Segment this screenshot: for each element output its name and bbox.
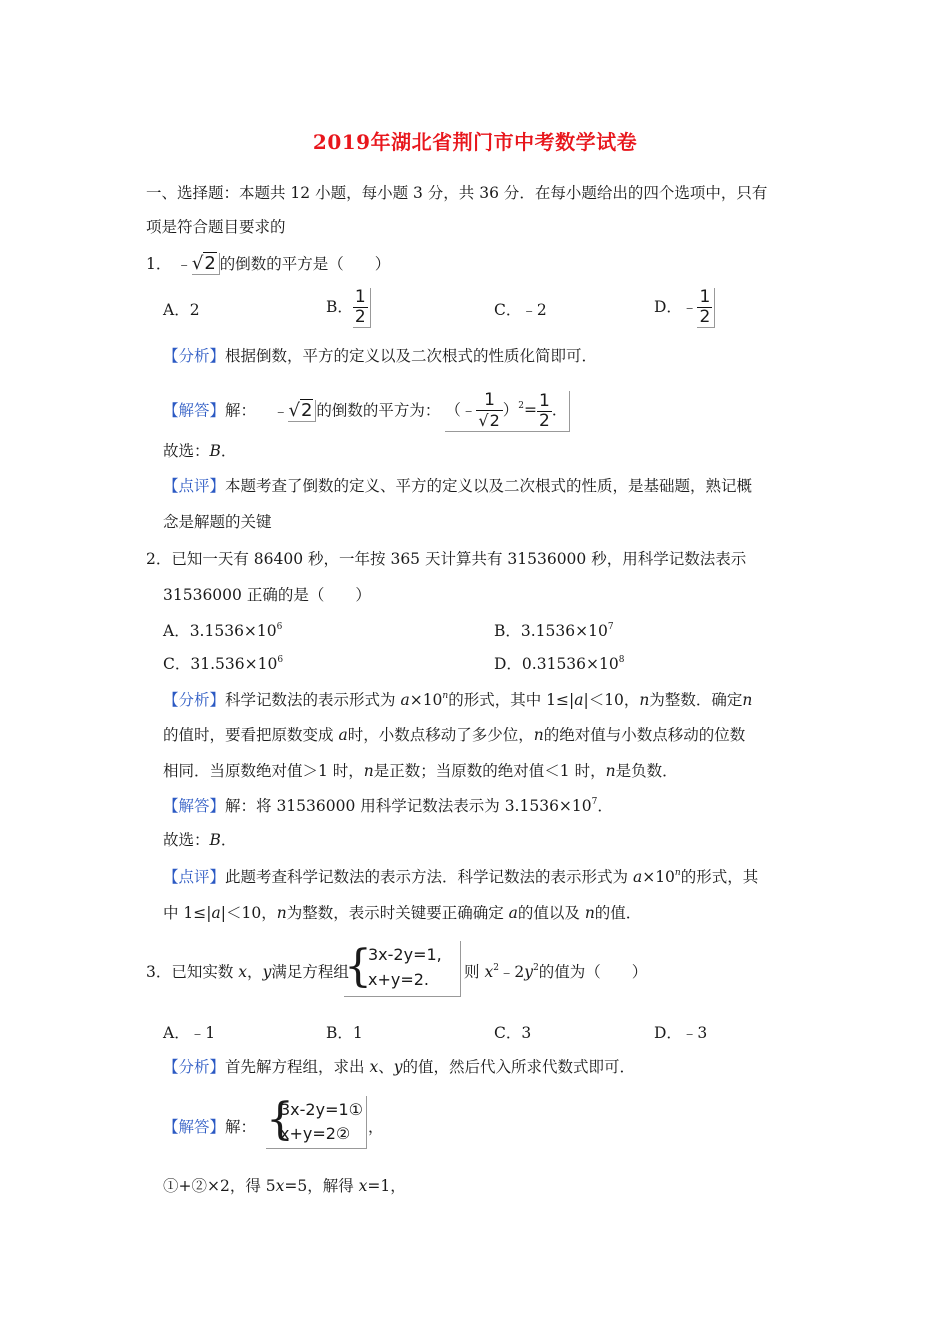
analysis-tag: 【分析】 — [163, 1058, 226, 1076]
q2-option-d-text: D．0.31536×10 — [494, 655, 619, 673]
var-n: n — [584, 904, 595, 922]
q2-analysis-text1b: 的形式，其中 1≤| — [448, 691, 575, 709]
q1-option-b-den: 2 — [354, 307, 366, 327]
var-y: y — [262, 963, 272, 981]
q1-neg: ﹣ — [176, 255, 192, 273]
q1-sol-den-radicand: 2 — [489, 411, 500, 430]
q1-option-d-num: 1 — [699, 287, 711, 307]
q3-solution-system — [266, 1096, 367, 1149]
solution-tag: 【解答】 — [163, 401, 226, 420]
q1-option-d-den: 2 — [699, 307, 711, 327]
q3-eq2: x+y=2. — [368, 970, 430, 989]
q3-stem-b: 满足方程组 — [271, 963, 349, 981]
q2-option-b — [494, 620, 614, 642]
q2-solution — [163, 795, 613, 817]
q3-option-a: A．﹣1 — [163, 1024, 216, 1042]
q2-analysis-text3b: 是正数；当原数的绝对值＜1 时， — [373, 762, 606, 780]
q3-analysis-b: 的值，然后代入所求代数式即可． — [402, 1058, 635, 1076]
q3-option-c: C．3 — [494, 1024, 532, 1042]
q1-solution-formula — [445, 391, 570, 432]
q3-solution-jie: 解： — [225, 1118, 257, 1136]
q1-number: 1． — [146, 255, 172, 273]
var-a: a — [574, 691, 584, 709]
q2-comment-text1a: 此题考查科学记数法的表示方法．科学记数法的表示形式为 — [225, 868, 633, 886]
q1-solution-mid: 的倒数的平方为： — [316, 401, 441, 420]
q2-option-b-text: B．3.1536×10 — [494, 622, 608, 640]
exp-n: n — [674, 868, 681, 878]
q1-sol-exp: 2 — [518, 401, 525, 411]
q1-sol-result — [537, 392, 552, 431]
q2-answer-end: ． — [220, 831, 237, 849]
q1-sol-close: ） — [502, 401, 519, 419]
q2-option-d — [494, 653, 624, 675]
q1-analysis-text: 根据倒数，平方的定义以及二次根式的性质化简即可． — [225, 347, 598, 365]
var-x: x — [275, 1177, 285, 1195]
q2-analysis-text2c: 的绝对值与小数点移动的位数 — [543, 726, 746, 744]
q2-option-a — [163, 620, 282, 642]
q1-analysis — [163, 345, 597, 367]
q3-step-c: =1， — [367, 1177, 406, 1195]
q1-option-b-label: B． — [326, 298, 353, 316]
q1-option-d — [654, 288, 715, 328]
solution-tag: 【解答】 — [163, 797, 226, 815]
var-n: n — [276, 904, 287, 922]
q2-option-c-text: C．31.536×10 — [163, 655, 278, 673]
q2-analysis-text1c: |＜10， — [583, 691, 640, 709]
var-n: n — [605, 762, 616, 780]
q2-option-b-exp: 7 — [607, 622, 614, 632]
q2-comment-text2a: 中 1≤| — [163, 904, 212, 922]
var-a: a — [632, 868, 643, 886]
q3-minus-two: ﹣2 — [498, 963, 525, 981]
q1-option-b — [326, 288, 371, 328]
q3-option-b: B．1 — [326, 1024, 363, 1042]
q2-stem-line1: 2．已知一天有 86400 秒，一年按 365 天计算共有 31536000 秒，用科学记数法表示 — [146, 550, 747, 568]
comment-tag: 【点评】 — [163, 868, 226, 886]
q1-comment-line1 — [163, 475, 752, 497]
exp-2: 2 — [493, 963, 499, 973]
solution-tag: 【解答】 — [163, 1118, 226, 1136]
q1-sol-res-den: 2 — [539, 410, 550, 431]
q1-answer-prefix: 故选： — [163, 442, 210, 460]
q3-step-a: ①+②×2，得 5 — [163, 1177, 276, 1195]
page-title: 2019年湖北省荆门市中考数学试卷 — [312, 130, 638, 154]
q2-answer-choice: B — [209, 831, 221, 849]
q2-option-c — [163, 653, 283, 675]
q2-solution-text: 解：将 31536000 用科学记数法表示为 3.1536×10 — [225, 797, 592, 815]
q2-comment-text2e: 的值． — [594, 904, 642, 922]
var-x: x — [369, 1058, 379, 1076]
q3-stem-c: 则 — [464, 963, 485, 981]
q2-answer — [163, 829, 236, 851]
q1-solution — [163, 391, 570, 432]
q3-analysis-a: 首先解方程组，求出 — [225, 1058, 370, 1076]
q2-option-a-exp: 6 — [276, 622, 283, 632]
var-a: a — [508, 904, 518, 922]
q2-analysis-text2a: 的值时，要看把原数变成 — [163, 726, 339, 744]
times-ten: ×10 — [642, 868, 675, 886]
q3-step — [163, 1175, 406, 1197]
q1-solution-radicand: 2 — [300, 399, 313, 421]
q3-solution-label — [163, 1116, 256, 1138]
q2-solution-end: ． — [597, 797, 613, 815]
q3-eq1: 3x-2y=1, — [368, 945, 442, 964]
q1-sol-open: （﹣ — [445, 401, 477, 419]
q2-analysis-line1 — [163, 689, 752, 711]
q2-comment-text2c: 为整数，表示时关键要正确确定 — [286, 904, 509, 922]
q3-sol-eq2: x+y=2② — [280, 1124, 351, 1143]
q2-comment-line2 — [163, 902, 641, 924]
q3-stem-end — [464, 961, 647, 983]
q1-radicand: 2 — [204, 253, 216, 274]
q2-option-a-text: A．3.1536×10 — [163, 622, 277, 640]
var-a: a — [338, 726, 348, 744]
q2-analysis-text2b: 时，小数点移动了多少位， — [347, 726, 534, 744]
q1-sol-fraction — [476, 391, 502, 431]
q1-option-b-fraction — [353, 288, 371, 328]
var-x: x — [238, 963, 248, 981]
q3-stem-start — [146, 961, 349, 983]
q2-analysis-text3a: 相同．当原数绝对值＞1 时， — [163, 762, 364, 780]
var-n: n — [742, 691, 753, 709]
var-y: y — [524, 963, 534, 981]
q2-analysis-text1d: 为整数．确定 — [649, 691, 743, 709]
q2-option-c-exp: 6 — [277, 655, 284, 665]
q1-option-b-num: 1 — [354, 287, 366, 307]
times-ten: ×10 — [409, 691, 443, 709]
q2-solution-exp: 7 — [591, 797, 598, 807]
q1-solution-neg: ﹣ — [272, 401, 289, 420]
q3-sol-eq1: 3x-2y=1① — [280, 1100, 363, 1119]
q1-solution-jie: 解： — [225, 401, 257, 420]
section-instruction-line1: 一、选择题：本题共 12 小题，每小题 3 分，共 36 分．在每小题给出的四个选项中，只有 — [146, 184, 768, 202]
q1-option-c: C．﹣2 — [494, 301, 547, 319]
q2-comment-text2d: 的值以及 — [517, 904, 585, 922]
q2-comment-line1 — [163, 866, 758, 888]
q2-analysis-line2 — [163, 724, 745, 746]
q3-analysis-sep: 、 — [378, 1058, 394, 1076]
q3-comma: ， — [247, 963, 263, 981]
q3-option-d: D．﹣3 — [654, 1024, 708, 1042]
q1-option-d-fraction — [697, 288, 715, 328]
var-x: x — [484, 963, 494, 981]
analysis-tag: 【分析】 — [163, 691, 226, 709]
q2-comment-text2b: |＜10， — [220, 904, 277, 922]
var-n: n — [639, 691, 650, 709]
q1-sol-den: √2 — [476, 410, 502, 431]
q2-answer-prefix: 故选： — [163, 831, 210, 849]
exp-2: 2 — [533, 963, 539, 973]
var-x: x — [358, 1177, 368, 1195]
q1-sol-end: ． — [551, 401, 568, 419]
q3-step-b: =5，解得 — [284, 1177, 359, 1195]
q2-analysis-text1a: 科学记数法的表示形式为 — [225, 691, 401, 709]
q1-stem-rest: 的倒数的平方是（ ） — [219, 255, 391, 273]
var-n: n — [533, 726, 544, 744]
q3-solution-comma: ， — [368, 1118, 384, 1136]
q1-sqrt-expression: √2 — [192, 253, 220, 275]
q1-sol-res-num: 1 — [539, 390, 550, 411]
q1-answer-choice: B — [209, 442, 221, 460]
section-instruction-line2: 项是符合题目要求的 — [146, 218, 286, 236]
var-y: y — [393, 1058, 403, 1076]
q2-analysis-line3 — [163, 760, 678, 782]
var-a: a — [400, 691, 410, 709]
analysis-tag: 【分析】 — [163, 347, 226, 365]
exp-n: n — [442, 691, 449, 701]
q3-brace-icon: { — [344, 941, 372, 992]
q2-comment-text1b: 的形式，其 — [680, 868, 759, 886]
q1-comment-text1: 本题考查了倒数的定义、平方的定义以及二次根式的性质，是基础题，熟记概 — [225, 477, 753, 495]
q1-stem — [146, 253, 390, 275]
q3-stem-d: 的值为（ ） — [538, 963, 648, 981]
comment-tag: 【点评】 — [163, 477, 226, 495]
q2-option-d-exp: 8 — [618, 655, 625, 665]
q1-solution-sqrt: √2 — [288, 400, 316, 422]
q2-stem-line2: 31536000 正确的是（ ） — [163, 586, 371, 604]
q1-option-a: A．2 — [163, 301, 200, 319]
q1-sol-num: 1 — [484, 390, 495, 410]
q1-sol-eq: = — [524, 401, 538, 419]
q1-answer — [163, 440, 236, 462]
var-n: n — [363, 762, 374, 780]
q1-answer-end: ． — [220, 442, 237, 460]
q1-comment-line2: 念是解题的关键 — [163, 513, 272, 531]
q3-equation-system — [344, 941, 461, 997]
q1-option-d-label: D．﹣ — [654, 298, 698, 316]
var-a: a — [211, 904, 221, 922]
q3-stem-a: 3．已知实数 — [146, 963, 239, 981]
q2-analysis-text3c: 是负数． — [615, 762, 678, 780]
q3-solution-brace-icon: { — [266, 1094, 294, 1145]
q3-analysis — [163, 1056, 635, 1078]
